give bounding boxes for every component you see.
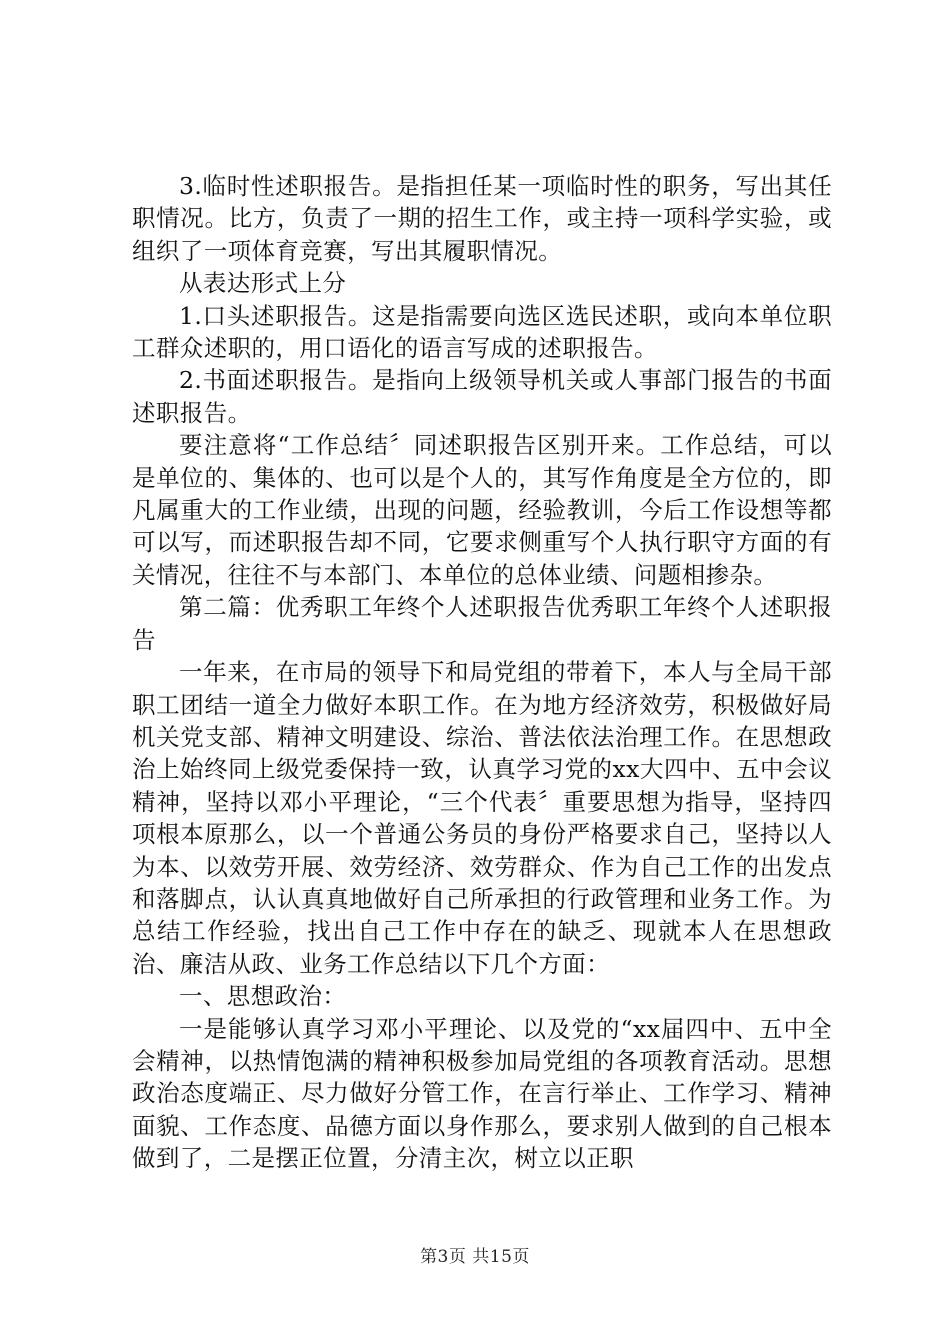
paragraph-distinguish-summary: 要注意将“工作总结〞同述职报告区别开来。工作总结，可以是单位的、集体的、也可以是个人的，其写作角度是全方位的，即凡属重大的工作业绩，出现的问题，经验教训，今后工作设想等都可以写，而述职报告却不同，它要求侧重写个人执行职守方面的有关情况，往往不与本部门、本单位的总体业绩、问题相掺杂。 [132,431,832,589]
section-heading-part-two: 第二篇：优秀职工年终个人述职报告优秀职工年终个人述职报告 [132,593,832,654]
subheading-ideology-politics: 一、思想政治： [179,982,347,1011]
paragraph-temporary-report: 3.临时性述职报告。是指担任某一项临时性的职务，写出其任职情况。比方，负责了一期的招生工作，或主持一项科学实验，或组织了一项体育竞赛，写出其履职情况。 [132,172,832,265]
paragraph-study-theory: 一是能够认真学习邓小平理论、以及党的“xx届四中、五中全会精神，以热情饱满的精神积极参加局党组的各项教育活动。思想政治态度端正、尽力做好分管工作，在言行举止、工作学习、精神面貌、工作态度、品德方面以身作那么，要求别人做到的自己根本做到了，二是摆正位置，分清主次，树立以正职 [132,1014,832,1173]
paragraph-year-review: 一年来，在市局的领导下和局党组的带着下，本人与全局干部职工团结一道全力做好本职工作。在为地方经济效劳，积极做好局机关党支部、精神文明建设、综治、普法依法治理工作。在思想政治上始终同上级党委保持一致，认真学习党的xx大四中、五中会议精神，坚持以邓小平理论，“三个代表〞重要思想为指导，坚持四项根本原那么，以一个普通公务员的身份严格要求自己，坚持以人为本、以效劳开展、效劳经济、效劳群众、作为自己工作的出发点和落脚点，认认真真地做好自己所承担的行政管理和业务工作。为总结工作经验，找出自己工作中存在的缺乏、现就本人在思想政治、廉洁从政、业务工作总结以下几个方面： [132,658,832,978]
paragraph-written-report: 2.书面述职报告。是指向上级领导机关或人事部门报告的书面述职报告。 [132,366,832,427]
paragraph-oral-report: 1.口头述职报告。这是指需要向选区选民述职，或向本单位职工群众述职的，用口语化的语言写成的述职报告。 [132,301,832,363]
page-number-footer: 第3页 共15页 [420,1247,530,1267]
document-body [132,170,832,1175]
paragraph-by-expression-form: 从表达形式上分 [179,269,347,298]
